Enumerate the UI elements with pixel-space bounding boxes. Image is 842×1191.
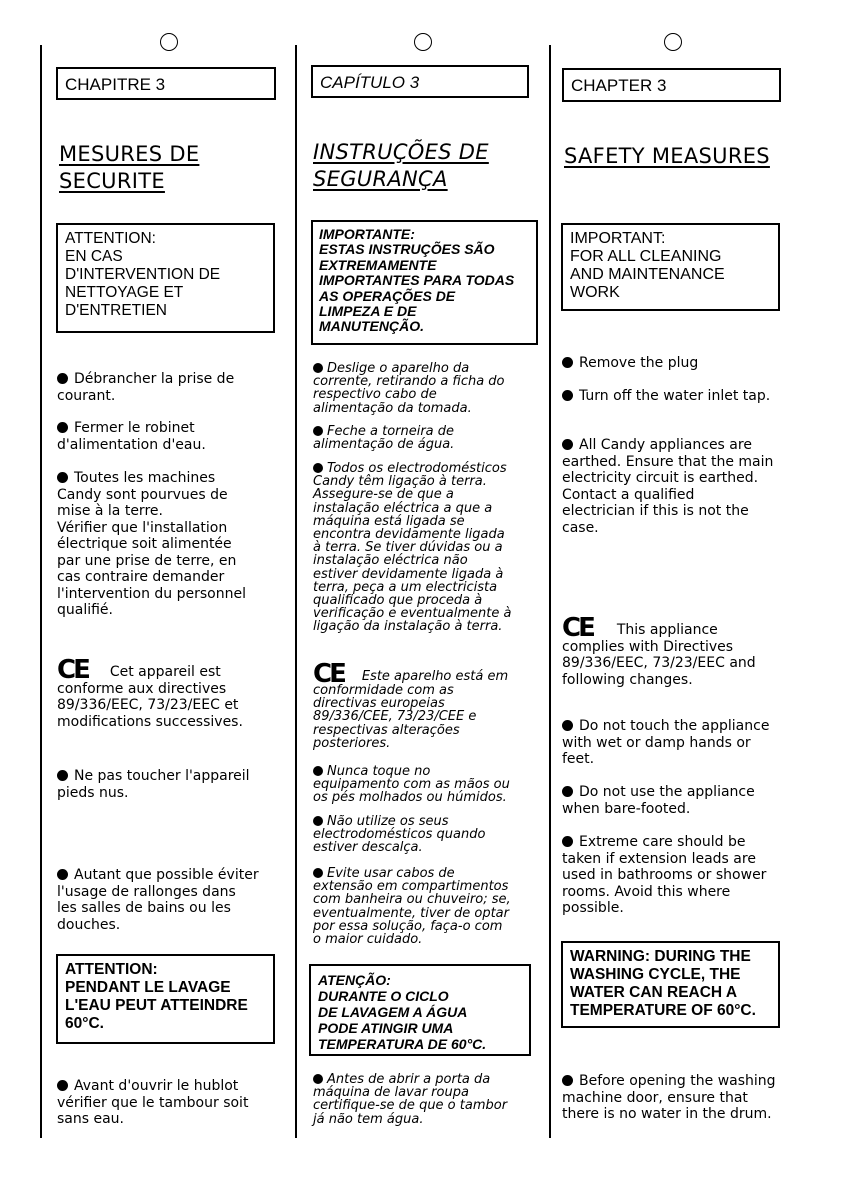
chapter-label: CHAPTER 3: [571, 76, 667, 95]
warning-line: NETTOYAGE ET: [65, 284, 184, 301]
bullet-icon: [313, 1074, 323, 1084]
bullet-icon: [562, 357, 573, 368]
text-line: Do not use the appliance: [579, 784, 755, 800]
warning-line: WASHING CYCLE, THE: [570, 966, 741, 983]
text-line: Autant que possible éviter: [74, 867, 259, 883]
section-title: [59, 141, 199, 195]
warning-line: AS OPERAÇÕES DE: [319, 287, 456, 304]
text-line: por essa solução, faça-o com: [313, 918, 503, 934]
text-line: earthed. Ensure that the main: [562, 453, 774, 470]
text-line: Este aparelho está em: [361, 669, 509, 684]
warning-temperature-box: [561, 941, 780, 1028]
text-line: pieds nus.: [57, 784, 129, 801]
text-line: electrodomésticos quando: [313, 827, 486, 843]
text-line: conformidade com as: [313, 683, 454, 698]
bullet-icon: [313, 868, 323, 878]
bullet-icon: [562, 390, 573, 401]
text-line: Feche a torneira de: [327, 424, 455, 439]
attention-temperature-box: [309, 964, 531, 1056]
text-line: alimentação da tomada.: [313, 400, 472, 416]
text-line: courant.: [57, 387, 116, 404]
attention-box: [56, 223, 275, 333]
instruction-water-tap: [313, 425, 454, 451]
warning-line: TEMPERATURE OF 60°C.: [570, 1002, 756, 1019]
important-box: [311, 220, 538, 345]
text-line: estiver descalça.: [313, 840, 423, 856]
warning-line: WORK: [570, 284, 620, 301]
text-line: feet.: [562, 751, 595, 767]
bullet-icon: [562, 439, 573, 450]
text-line: Before opening the washing: [579, 1073, 776, 1089]
text-line: possible.: [562, 900, 624, 916]
bullet-icon: [57, 472, 68, 483]
instruction-unplug: [57, 371, 234, 404]
chapter-heading: [562, 68, 781, 102]
instruction-door-opening: [313, 1073, 507, 1126]
chapter-heading: [56, 67, 276, 100]
instruction-wet-hands: [562, 718, 769, 768]
ce-mark-icon: CE: [57, 655, 88, 685]
text-line: Evite usar cabos de: [327, 866, 455, 881]
text-line: All Candy appliances are: [579, 437, 752, 453]
bullet-icon: [57, 422, 68, 433]
warning-line: ATENÇÃO:: [318, 972, 391, 988]
ce-compliance: [57, 655, 243, 730]
text-line: alimentação de água.: [313, 437, 455, 453]
text-line: certifique-se de que o tambor: [313, 1098, 508, 1114]
instruction-unplug: [313, 362, 505, 415]
text-line: Toutes les machines: [74, 470, 216, 486]
text-line: Turn off the water inlet tap.: [579, 388, 771, 404]
text-line: Avant d'ouvrir le hublot: [74, 1078, 239, 1094]
bullet-icon: [562, 836, 573, 847]
text-line: instalação eléctrica a que a: [313, 500, 493, 516]
instruction-water-tap: [57, 420, 206, 453]
text-line: Candy sont pourvues de: [57, 486, 228, 503]
text-line: corrente, retirando a ficha do: [313, 374, 505, 390]
instruction-wet-hands: [313, 765, 510, 805]
text-line: machine door, ensure that: [562, 1089, 748, 1106]
text-line: conforme aux directives: [57, 680, 227, 697]
bullet-icon: [313, 363, 323, 373]
text-line: ligação da instalação à terra.: [313, 619, 503, 635]
warning-line: ATTENTION:: [65, 961, 158, 978]
text-line: d'alimentation d'eau.: [57, 436, 206, 453]
text-line: Não utilize os seus: [327, 814, 449, 829]
warning-line: MANUTENÇÃO.: [319, 318, 424, 335]
instruction-barefoot: [562, 784, 755, 817]
chapter-label: CAPÍTULO 3: [320, 73, 420, 92]
bullet-icon: [57, 869, 68, 880]
text-line: posteriores.: [313, 735, 391, 751]
text-line: Antes de abrir a porta da: [327, 1072, 491, 1087]
text-line: extensão em compartimentos: [313, 879, 509, 895]
text-line: os pés molhados ou húmidos.: [313, 790, 507, 806]
text-line: o maior cuidado.: [313, 932, 423, 948]
text-line: instalação eléctrica não: [313, 553, 468, 569]
text-line: Remove the plug: [579, 355, 699, 371]
bullet-icon: [562, 1075, 573, 1086]
bullet-icon: [562, 786, 573, 797]
column-portuguese: [297, 0, 549, 1191]
text-line: there is no water in the drum.: [562, 1106, 772, 1122]
column-french: [0, 0, 295, 1191]
text-line: Do not touch the appliance: [579, 718, 770, 734]
warning-line: D'ENTRETIEN: [65, 302, 167, 319]
instruction-earthing: [313, 462, 511, 634]
column-english: [551, 0, 842, 1191]
text-line: verificação e eventualmente à: [313, 606, 512, 622]
text-line: máquina está ligada se: [313, 513, 465, 529]
text-line: qualificado que proceda à: [313, 593, 483, 609]
bullet-icon: [313, 766, 323, 776]
warning-line: FOR ALL CLEANING: [570, 248, 722, 265]
text-line: Assegure-se de que a: [313, 487, 454, 503]
text-line: taken if extension leads are: [562, 850, 756, 867]
text-line: l'intervention du personnel: [57, 585, 246, 602]
bullet-icon: [562, 720, 573, 731]
instruction-earthing: [562, 437, 773, 536]
chapter-heading: [311, 65, 529, 98]
warning-line: EN CAS: [65, 248, 123, 265]
instruction-extension-leads: [57, 867, 259, 933]
text-line: Débrancher la prise de: [74, 371, 235, 387]
text-line: rooms. Avoid this where: [562, 883, 731, 900]
text-line: sans eau.: [57, 1111, 125, 1127]
bullet-icon: [313, 426, 323, 436]
text-line: Deslige o aparelho da: [327, 361, 470, 376]
text-line: 89/336/EEC, 73/23/EEC and: [562, 655, 756, 671]
text-line: respectivas alterações: [313, 722, 460, 738]
warning-line: IMPORTANTE:: [319, 226, 415, 242]
text-line: Vérifier que l'installation: [57, 519, 228, 536]
text-line: par une prise de terre, en: [57, 552, 237, 569]
warning-line: ESTAS INSTRUÇÕES SÃO: [319, 241, 495, 258]
section-title: [313, 139, 489, 193]
text-line: Contact a qualified: [562, 486, 695, 503]
text-line: l'usage de rallonges dans: [57, 883, 236, 900]
text-line: Cet appareil est: [109, 664, 221, 680]
instruction-water-tap: [562, 388, 770, 405]
text-line: cas contraire demander: [57, 569, 225, 585]
text-line: terra, peça a um electricista: [313, 579, 498, 595]
text-line: with wet or damp hands or: [562, 734, 751, 751]
text-line: douches.: [57, 916, 121, 933]
text-line: used in bathrooms or shower: [562, 867, 767, 883]
instruction-extension-leads: [562, 834, 766, 917]
instruction-earthing: [57, 470, 246, 619]
text-line: com banheira ou chuveiro; se,: [313, 892, 511, 908]
text-line: Extreme care should be: [579, 834, 746, 850]
attention-temperature-box: [56, 954, 275, 1044]
instruction-extension-leads: [313, 867, 511, 946]
text-line: when bare-footed.: [562, 800, 691, 817]
text-line: les salles de bains ou les: [57, 900, 231, 916]
warning-line: 60°C.: [65, 1015, 104, 1032]
warning-line: DURANTE O CICLO: [318, 988, 449, 1004]
text-line: Fermer le robinet: [74, 420, 195, 436]
text-line: following changes.: [562, 671, 693, 688]
instruction-barefoot: [313, 815, 485, 855]
bullet-icon: [313, 816, 323, 826]
text-line: eventualmente, tiver de optar: [313, 905, 509, 921]
text-line: Candy têm ligação à terra.: [313, 474, 487, 490]
instruction-unplug: [562, 355, 698, 372]
warning-line: DE LAVAGEM A ÁGUA: [318, 1004, 468, 1020]
section-title: [564, 143, 770, 170]
text-line: equipamento com as mãos ou: [313, 777, 510, 793]
ce-compliance: [562, 613, 756, 688]
warning-line: AND MAINTENANCE: [570, 266, 725, 283]
text-line: encontra devidamente ligada: [313, 527, 505, 543]
warning-line: L'EAU PEUT ATTEINDRE: [65, 997, 248, 1014]
section-title-line: MESURES DE: [59, 142, 200, 166]
warning-line: WARNING: DURING THE: [570, 948, 751, 965]
text-line: Nunca toque no: [327, 764, 431, 779]
text-line: qualifié.: [57, 602, 113, 618]
text-line: Todos os electrodomésticos: [327, 461, 507, 476]
ce-mark-icon: CE: [313, 659, 344, 689]
text-line: vérifier que le tambour soit: [57, 1094, 249, 1111]
section-title-line: INSTRUÇÕES DE: [313, 140, 489, 164]
bullet-icon: [57, 1080, 68, 1091]
warning-line: WATER CAN REACH A: [570, 984, 738, 1001]
text-line: electricity circuit is earthed.: [562, 470, 759, 486]
text-line: mise à la terre.: [57, 503, 163, 519]
instruction-door-opening: [562, 1073, 776, 1123]
instruction-door-opening: [57, 1078, 248, 1128]
text-line: directivas europeias: [313, 696, 445, 712]
bullet-icon: [57, 770, 68, 781]
text-line: respectivo cabo de: [313, 387, 437, 403]
text-line: modifications successives.: [57, 713, 243, 730]
ce-mark-icon: CE: [562, 613, 593, 643]
important-box: [561, 223, 780, 311]
text-line: This appliance: [616, 622, 718, 638]
section-title-line: SAFETY MEASURES: [564, 144, 770, 168]
warning-line: PENDANT LE LAVAGE: [65, 979, 231, 996]
text-line: case.: [562, 519, 599, 536]
text-line: estiver devidamente ligada à: [313, 566, 504, 582]
text-line: complies with Directives: [562, 638, 734, 655]
warning-line: EXTREMAMENTE: [319, 256, 437, 273]
ce-compliance: [313, 659, 509, 751]
section-title-line: SEGURANÇA: [313, 167, 448, 191]
text-line: électrique soit alimentée: [57, 536, 232, 552]
warning-line: TEMPERATURA DE 60°C.: [318, 1036, 487, 1052]
text-line: já não tem água.: [313, 1111, 424, 1127]
text-line: máquina de lavar roupa: [313, 1085, 469, 1101]
bullet-icon: [57, 373, 68, 384]
text-line: 89/336/EEC, 73/23/EEC et: [57, 697, 239, 713]
warning-line: ATTENTION:: [65, 230, 156, 247]
warning-line: D'INTERVENTION DE: [65, 266, 221, 283]
instruction-barefoot: [57, 768, 250, 801]
chapter-label: CHAPITRE 3: [65, 75, 166, 94]
text-line: 89/336/CEE, 73/23/CEE e: [313, 709, 477, 725]
text-line: electrician if this is not the: [562, 503, 749, 519]
warning-line: IMPORTANT:: [570, 230, 666, 247]
text-line: à terra. Se tiver dúvidas ou a: [313, 540, 503, 556]
warning-line: PODE ATINGIR UMA: [318, 1020, 454, 1036]
text-line: Ne pas toucher l'appareil: [74, 768, 250, 784]
section-title-line: SECURITE: [59, 169, 165, 193]
warning-line: IMPORTANTES PARA TODAS: [319, 272, 515, 289]
warning-line: LIMPEZA E DE: [319, 303, 417, 320]
bullet-icon: [313, 463, 323, 473]
